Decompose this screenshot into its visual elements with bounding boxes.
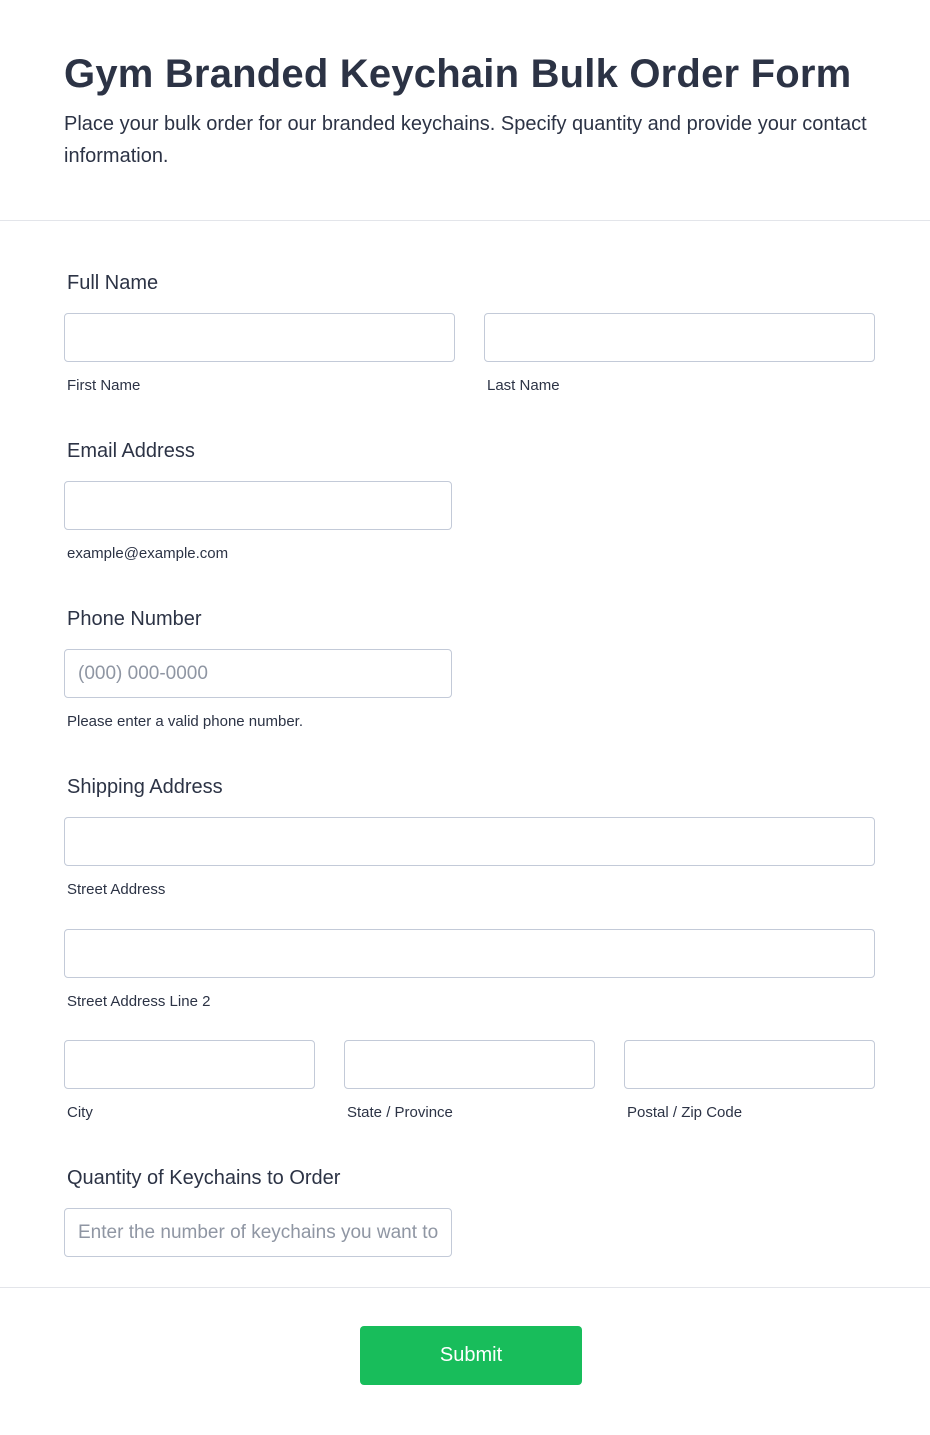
form-description: Place your bulk order for our branded keychains. Specify quantity and provide your contact information. [64, 113, 867, 167]
state-province-input[interactable] [344, 1040, 595, 1089]
state-province-sublabel: State / Province [347, 1104, 453, 1121]
first-name-input[interactable] [64, 313, 455, 362]
email-sublabel: example@example.com [67, 545, 229, 562]
postal-code-input[interactable] [624, 1040, 875, 1089]
street-address-line2-sublabel: Street Address Line 2 [67, 993, 211, 1010]
city-sublabel: City [67, 1104, 93, 1121]
city-input[interactable] [64, 1040, 315, 1089]
full-name-label: Full Name [67, 272, 159, 294]
form-title: Gym Branded Keychain Bulk Order Form [64, 52, 852, 96]
street-address-line2-input[interactable] [64, 929, 875, 978]
street-address-sublabel: Street Address [67, 881, 166, 898]
postal-code-sublabel: Postal / Zip Code [627, 1104, 743, 1121]
form-header [0, 0, 930, 221]
shipping-address-label: Shipping Address [67, 776, 223, 798]
last-name-sublabel: Last Name [487, 377, 560, 394]
first-name-sublabel: First Name [67, 377, 141, 394]
submit-button[interactable]: Submit [360, 1326, 582, 1385]
email-input[interactable] [64, 481, 452, 530]
quantity-label: Quantity of Keychains to Order [67, 1167, 341, 1189]
street-address-input[interactable] [64, 817, 875, 866]
phone-input[interactable] [64, 649, 452, 698]
phone-sublabel: Please enter a valid phone number. [67, 713, 303, 730]
last-name-input[interactable] [484, 313, 875, 362]
quantity-input[interactable] [64, 1208, 452, 1257]
email-label: Email Address [67, 440, 195, 462]
form-footer-divider [0, 1287, 930, 1288]
phone-label: Phone Number [67, 608, 202, 630]
